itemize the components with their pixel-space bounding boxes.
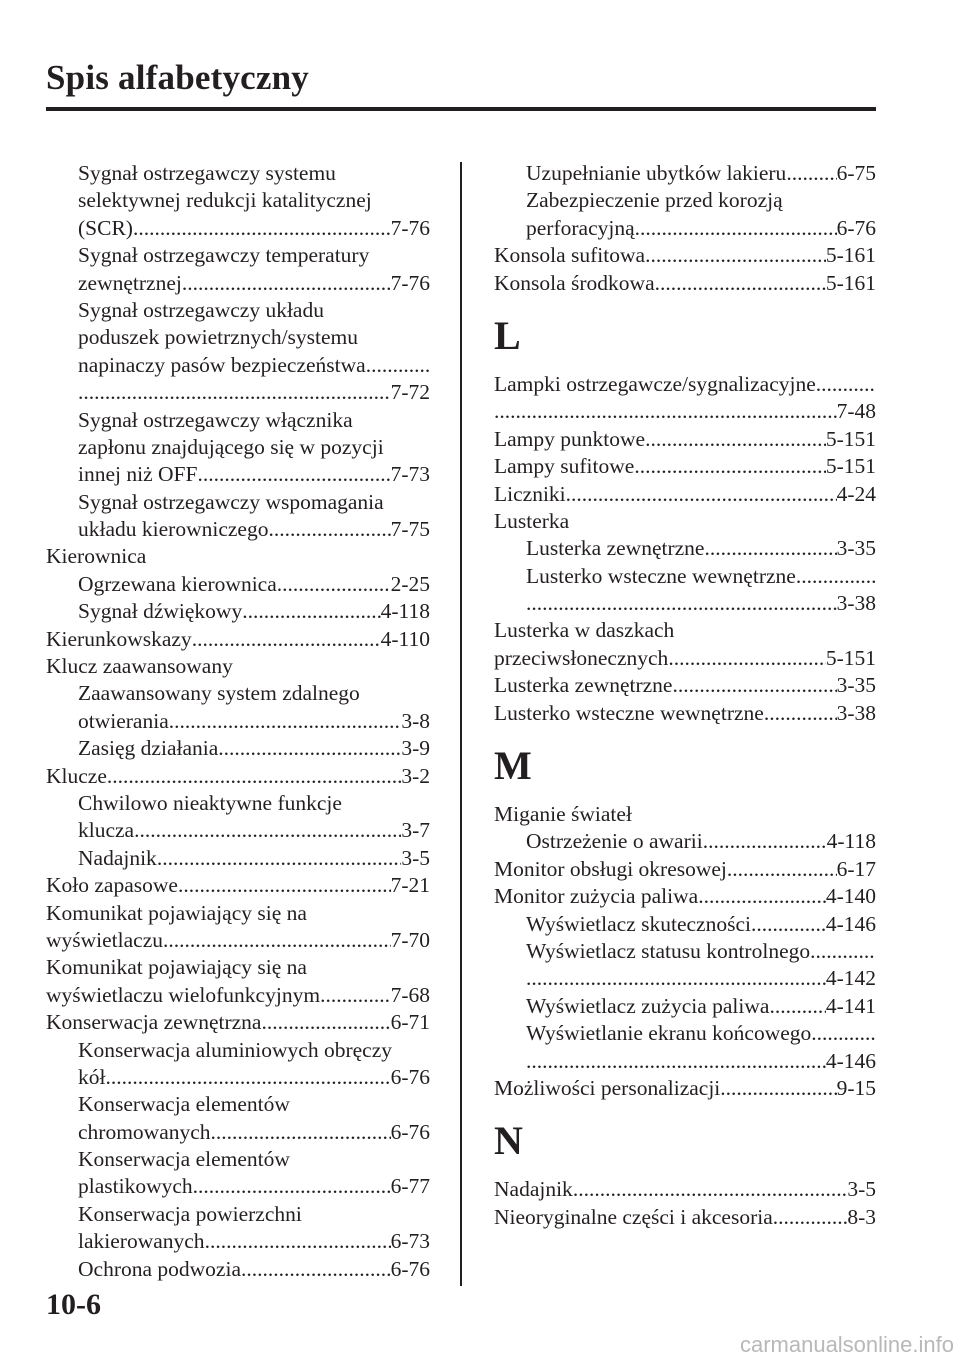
index-subentry xyxy=(46,708,430,735)
entry-term: Wyświetlanie ekranu końcowego xyxy=(526,1021,812,1046)
index-entry xyxy=(494,481,876,508)
index-subentry xyxy=(46,1228,430,1255)
index-subentry xyxy=(46,1173,430,1200)
index-entry xyxy=(46,872,430,899)
entry-term: Wyświetlacz statusu kontrolnego xyxy=(526,938,811,963)
dot-leader xyxy=(182,270,391,297)
index-subentry xyxy=(494,911,876,938)
page-reference: 4-110 xyxy=(380,626,430,651)
entry-term: chromowanych xyxy=(78,1119,211,1144)
entry-term: Konserwacja aluminiowych obręczy xyxy=(78,1037,393,1062)
index-column-right xyxy=(494,160,876,1231)
index-entry xyxy=(494,453,876,480)
index-subentry xyxy=(46,1146,430,1173)
entry-term: Lusterka zewnętrzne xyxy=(526,536,705,561)
column-divider xyxy=(460,162,462,1286)
index-entry xyxy=(494,371,876,398)
entry-term: Ochrona podwozia xyxy=(78,1256,241,1281)
dot-leader xyxy=(816,371,876,398)
page-reference: 7-68 xyxy=(390,982,430,1007)
index-subentry xyxy=(494,590,876,617)
dot-leader xyxy=(655,270,826,297)
page-reference: 8-3 xyxy=(847,1204,876,1229)
entry-term: otwierania xyxy=(78,708,169,733)
index-subentry xyxy=(46,817,430,844)
entry-term: Wyświetlacz zużycia paliwa xyxy=(526,993,770,1018)
index-entry xyxy=(494,508,876,535)
page-reference: 3-35 xyxy=(836,673,876,698)
index-entry xyxy=(46,543,430,570)
page-reference: 4-141 xyxy=(825,993,876,1018)
dot-leader xyxy=(193,1173,391,1200)
entry-term: Lusterka w daszkach xyxy=(494,618,675,643)
index-entry xyxy=(494,645,876,672)
page-reference: 3-38 xyxy=(836,591,876,616)
index-subentry xyxy=(46,352,430,379)
entry-term: Konserwacja zewnętrzna xyxy=(46,1010,262,1035)
index-entry xyxy=(494,883,876,910)
index-subentry xyxy=(46,297,430,324)
entry-term: Lusterko wsteczne wewnętrzne xyxy=(494,700,764,725)
entry-term: Koło zapasowe xyxy=(46,873,178,898)
page-reference: 5-161 xyxy=(825,270,876,295)
entry-term: Kierunkowskazy xyxy=(46,626,192,651)
entry-term: Zasięg działania xyxy=(78,736,219,761)
index-entry xyxy=(46,900,430,927)
dot-leader xyxy=(157,845,402,872)
entry-term: napinaczy pasów bezpieczeństwa xyxy=(78,352,366,377)
dot-leader xyxy=(78,379,391,406)
section-letter: M xyxy=(494,743,532,789)
dot-leader xyxy=(261,1009,390,1036)
entry-term: układu kierowniczego xyxy=(78,517,269,542)
index-subentry xyxy=(46,1037,430,1064)
entry-term: Klucze xyxy=(46,763,107,788)
index-subentry xyxy=(494,215,876,242)
page-reference: 7-76 xyxy=(390,215,430,240)
entry-term: Zaawansowany system zdalnego xyxy=(78,681,360,706)
index-entry xyxy=(494,672,876,699)
index-entry xyxy=(494,801,876,828)
page-reference: 7-70 xyxy=(390,927,430,952)
dot-leader xyxy=(277,571,391,598)
entry-term: (SCR) xyxy=(78,215,133,240)
page-reference: 6-75 xyxy=(836,161,876,185)
page-reference: 9-15 xyxy=(836,1075,876,1100)
index-subentry xyxy=(46,160,430,187)
index-subentry xyxy=(46,242,430,269)
page-reference: 5-151 xyxy=(825,645,876,670)
index-subentry xyxy=(46,516,430,543)
page-reference: 6-71 xyxy=(390,1010,430,1035)
dot-leader xyxy=(634,453,826,480)
page-reference: 4-146 xyxy=(825,911,876,936)
dot-leader xyxy=(205,1228,391,1255)
entry-term: plastikowych xyxy=(78,1174,193,1199)
index-subentry xyxy=(494,563,876,590)
page-reference: 5-161 xyxy=(825,243,876,268)
index-entry xyxy=(494,398,876,425)
dot-leader xyxy=(796,563,876,590)
dot-leader xyxy=(169,708,402,735)
page-reference: 7-21 xyxy=(390,873,430,898)
index-subentry xyxy=(494,535,876,562)
index-subentry xyxy=(494,828,876,855)
dot-leader xyxy=(810,938,876,965)
entry-term: Nadajnik xyxy=(494,1177,573,1202)
dot-leader xyxy=(786,160,836,187)
index-subentry xyxy=(46,1091,430,1118)
entry-term: selektywnej redukcji katalitycznej xyxy=(78,188,372,213)
entry-term: Lampki ostrzegawcze/sygnalizacyjne xyxy=(494,371,816,396)
index-entry xyxy=(494,426,876,453)
dot-leader xyxy=(134,817,401,844)
index-subentry xyxy=(46,187,430,214)
entry-term: Zabezpieczenie przed korozją xyxy=(526,188,783,213)
dot-leader xyxy=(494,398,837,425)
index-subentry xyxy=(46,324,430,351)
page-reference: 6-76 xyxy=(836,215,876,240)
dot-leader xyxy=(366,352,430,379)
entry-term: Sygnał ostrzegawczy systemu xyxy=(78,161,336,185)
index-entry xyxy=(494,856,876,883)
entry-term: Chwilowo nieaktywne funkcje xyxy=(78,790,342,815)
index-subentry xyxy=(46,379,430,406)
index-entry xyxy=(494,1075,876,1102)
entry-term: Wyświetlacz skuteczności xyxy=(526,911,751,936)
entry-term: Ogrzewana kierownica xyxy=(78,571,277,596)
dot-leader xyxy=(566,481,837,508)
index-subentry xyxy=(494,187,876,214)
dot-leader xyxy=(526,965,826,992)
dot-leader xyxy=(526,590,837,617)
index-entry xyxy=(46,982,430,1009)
dot-leader xyxy=(703,828,827,855)
dot-leader xyxy=(704,535,836,562)
dot-leader xyxy=(645,242,826,269)
dot-leader xyxy=(218,735,401,762)
entry-term: Sygnał dźwiękowy xyxy=(78,599,243,624)
index-subentry xyxy=(46,680,430,707)
entry-term: Komunikat pojawiający się na xyxy=(46,955,307,980)
dot-leader xyxy=(727,856,837,883)
dot-leader xyxy=(197,461,390,488)
dot-leader xyxy=(178,872,391,899)
index-subentry xyxy=(494,1020,876,1047)
entry-term: zapłonu znajdującego się w pozycji xyxy=(78,434,384,459)
entry-term: poduszek powietrznych/systemu xyxy=(78,325,359,350)
page-reference: 7-73 xyxy=(390,462,430,487)
dot-leader xyxy=(268,516,390,543)
watermark: carmanualsonline.info xyxy=(739,1332,954,1357)
index-subentry xyxy=(46,215,430,242)
index-subentry xyxy=(494,965,876,992)
dot-leader xyxy=(635,215,837,242)
page-reference: 6-76 xyxy=(390,1119,430,1144)
page-reference: 3-2 xyxy=(401,763,430,788)
index-entry xyxy=(46,1009,430,1036)
dot-leader xyxy=(751,911,826,938)
entry-term: Możliwości personalizacji xyxy=(494,1075,721,1100)
index-subentry xyxy=(46,735,430,762)
index-subentry xyxy=(46,1064,430,1091)
entry-term: Liczniki xyxy=(494,481,566,506)
page-reference: 7-48 xyxy=(836,399,876,424)
index-entry xyxy=(46,927,430,954)
page-reference: 3-8 xyxy=(401,708,430,733)
index-entry xyxy=(46,763,430,790)
dot-leader xyxy=(698,883,826,910)
dot-leader xyxy=(672,672,836,699)
page-reference: 4-140 xyxy=(825,884,876,909)
entry-term: zewnętrznej xyxy=(78,270,182,295)
entry-term: Sygnał ostrzegawczy wspomagania xyxy=(78,489,384,514)
page-reference: 5-151 xyxy=(825,426,876,451)
page-reference: 6-77 xyxy=(390,1174,430,1199)
index-subentry xyxy=(46,1201,430,1228)
dot-leader xyxy=(764,700,837,727)
index-column-left xyxy=(46,160,430,1283)
index-subentry xyxy=(494,160,876,187)
page-reference: 6-76 xyxy=(390,1256,430,1281)
entry-term: Monitor zużycia paliwa xyxy=(494,884,699,909)
dot-leader xyxy=(811,1020,876,1047)
page-reference: 7-75 xyxy=(390,517,430,542)
entry-term: wyświetlaczu xyxy=(46,927,164,952)
entry-term: Sygnał ostrzegawczy układu xyxy=(78,297,324,322)
entry-term: Komunikat pojawiający się na xyxy=(46,900,307,925)
dot-leader xyxy=(211,1119,391,1146)
index-entry xyxy=(46,653,430,680)
dot-leader xyxy=(668,645,826,672)
page-reference: 4-118 xyxy=(826,829,876,854)
page-reference: 4-24 xyxy=(836,481,876,506)
dot-leader xyxy=(192,626,381,653)
index-subentry xyxy=(46,461,430,488)
index-subentry xyxy=(494,938,876,965)
entry-term: Sygnał ostrzegawczy temperatury xyxy=(78,243,370,268)
entry-term: Uzupełnianie ubytków lakieru xyxy=(526,161,787,185)
page-reference: 5-151 xyxy=(825,454,876,479)
page-reference: 3-5 xyxy=(401,845,430,870)
entry-term: Miganie świateł xyxy=(494,802,632,827)
entry-term: Nadajnik xyxy=(78,845,157,870)
entry-term: Lampy sufitowe xyxy=(494,454,635,479)
page-title: Spis alfabetyczny xyxy=(46,58,309,97)
dot-leader xyxy=(105,1064,390,1091)
entry-term: Ostrzeżenie o awarii xyxy=(526,829,703,854)
page-reference: 6-17 xyxy=(836,856,876,881)
page-reference: 4-146 xyxy=(825,1048,876,1073)
page-reference: 7-72 xyxy=(390,380,430,405)
index-subentry xyxy=(46,571,430,598)
dot-leader xyxy=(573,1176,848,1203)
dot-leader xyxy=(242,598,380,625)
index-entry xyxy=(494,617,876,644)
page-reference: 7-76 xyxy=(390,270,430,295)
entry-term: przeciwsłonecznych xyxy=(494,645,669,670)
entry-term: Lusterka xyxy=(494,508,570,533)
entry-term: Konsola sufitowa xyxy=(494,243,646,268)
page-reference: 3-7 xyxy=(401,818,430,843)
dot-leader xyxy=(133,215,391,242)
index-subentry xyxy=(494,993,876,1020)
entry-term: lakierowanych xyxy=(78,1229,205,1254)
entry-term: Kierownica xyxy=(46,544,147,569)
entry-term: Konserwacja powierzchni xyxy=(78,1201,302,1226)
entry-term: Konsola środkowa xyxy=(494,270,655,295)
entry-term: Sygnał ostrzegawczy włącznika xyxy=(78,407,353,432)
dot-leader xyxy=(720,1075,836,1102)
entry-term: innej niż OFF xyxy=(78,462,198,487)
index-subentry xyxy=(46,1119,430,1146)
entry-term: Lampy punktowe xyxy=(494,426,646,451)
index-subentry xyxy=(46,407,430,434)
index-subentry xyxy=(46,790,430,817)
index-entry xyxy=(494,270,876,297)
page-reference: 3-9 xyxy=(401,736,430,761)
page-reference: 4-142 xyxy=(825,966,876,991)
index-entry xyxy=(494,1176,876,1203)
dot-leader xyxy=(241,1256,391,1283)
dot-leader xyxy=(526,1048,826,1075)
entry-term: Monitor obsługi okresowej xyxy=(494,856,727,881)
entry-term: Nieoryginalne części i akcesoria xyxy=(494,1204,773,1229)
dot-leader xyxy=(320,982,391,1009)
index-subentry xyxy=(46,598,430,625)
index-subentry xyxy=(494,1048,876,1075)
index-subentry xyxy=(46,1256,430,1283)
index-entry xyxy=(46,626,430,653)
page-reference: 6-73 xyxy=(390,1229,430,1254)
index-subentry xyxy=(46,434,430,461)
entry-term: Lusterka zewnętrzne xyxy=(494,673,673,698)
page-reference: 2-25 xyxy=(390,571,430,596)
dot-leader xyxy=(773,1204,848,1231)
entry-term: wyświetlaczu wielofunkcyjnym xyxy=(46,982,321,1007)
index-entry xyxy=(494,700,876,727)
page-reference: 4-118 xyxy=(380,599,430,624)
entry-term: perforacyjną xyxy=(526,215,635,240)
dot-leader xyxy=(107,763,401,790)
dot-leader xyxy=(769,993,825,1020)
index-subentry xyxy=(46,489,430,516)
header-rule xyxy=(46,107,876,111)
index-entry xyxy=(494,1204,876,1231)
entry-term: kół xyxy=(78,1064,106,1089)
index-subentry xyxy=(46,270,430,297)
index-subentry xyxy=(46,845,430,872)
entry-term: Konserwacja elementów xyxy=(78,1092,290,1117)
page-reference: 3-5 xyxy=(847,1177,876,1202)
entry-term: Konserwacja elementów xyxy=(78,1147,290,1172)
page-reference: 3-35 xyxy=(836,536,876,561)
page-number: 10-6 xyxy=(46,1288,101,1321)
section-letter: L xyxy=(494,312,521,358)
index-entry xyxy=(46,954,430,981)
dot-leader xyxy=(163,927,391,954)
page-reference: 6-76 xyxy=(390,1064,430,1089)
entry-term: Lusterko wsteczne wewnętrzne xyxy=(526,563,796,588)
section-letter: N xyxy=(494,1118,523,1164)
entry-term: klucza xyxy=(78,818,135,843)
dot-leader xyxy=(645,426,826,453)
entry-term: Klucz zaawansowany xyxy=(46,654,233,679)
page-reference: 3-38 xyxy=(836,700,876,725)
index-entry xyxy=(494,242,876,269)
